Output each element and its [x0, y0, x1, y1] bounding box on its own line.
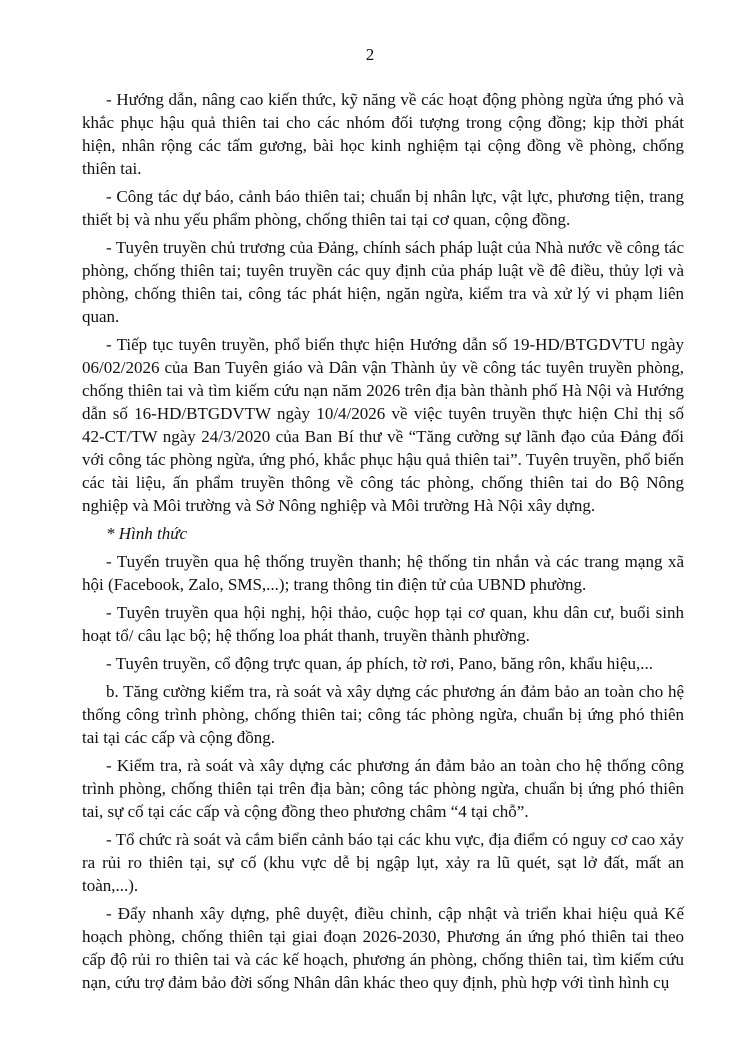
- paragraph-conferences: - Tuyên truyền qua hội nghị, hội thảo, cuộc họp tại cơ quan, khu dân cư, buổi sinh hoạt tổ/ câu lạc bộ; hệ thống loa phát thanh, truyền thành phường.: [82, 603, 684, 645]
- section-heading-format: * Hình thức: [106, 524, 188, 543]
- paragraph-guidance-knowledge: - Hướng dẫn, nâng cao kiến thức, kỹ năng về các hoạt động phòng ngừa ứng phó và khắc phục hậu quả thiên tai cho các nhóm đối tượng trong cộng đồng; kịp thời phát hiện, nhân rộng các tấm gương, bài học kinh nghiệm tại cộng đồng về phòng, chống thiên tai.: [82, 90, 684, 178]
- page-number: 2: [365, 45, 375, 64]
- paragraph-continue-propagation: - Tiếp tục tuyên truyền, phổ biến thực hiện Hướng dẫn số 19-HD/BTGDVTU ngày 06/02/2026 của Ban Tuyên giáo và Dân vận Thành ủy về công tác tuyên truyền phòng, chống thiên tai và tìm kiếm cứu nạn năm 2026 trên địa bàn thành phố Hà Nội và Hướng dẫn số 16-HD/BTGDVTW ngày 10/4/2026 về việc tuyên truyền thực hiện Chỉ thị số 42-CT/TW ngày 24/3/2020 của Ban Bí thư về “Tăng cường sự lãnh đạo của Đảng đối với công tác phòng ngừa, ứng phó, khắc phục hậu quả thiên tai”. Tuyên truyền, phổ biến các tài liệu, ấn phẩm truyền thông về công tác phòng, chống thiên tai do Bộ Nông nghiệp và Môi trường và Sở Nông nghiệp và Môi trường Hà Nội xây dựng.: [82, 335, 684, 515]
- paragraph-inspection: - Kiểm tra, rà soát và xây dựng các phương án đảm bảo an toàn cho hệ thống công trình phòng, chống thiên tại trên địa bàn; công tác phòng ngừa, chuẩn bị ứng phó thiên tai, sự cố tại các cấp và cộng đồng theo phương châm “4 tại chỗ”.: [82, 756, 684, 821]
- paragraph-warning-signs: - Tổ chức rà soát và cắm biển cảnh báo tại các khu vực, địa điểm có nguy cơ cao xảy ra rủi ro thiên tại, sự cố (khu vực dễ bị ngập lụt, xảy ra lũ quét, sạt lở đất, mất an toàn,...).: [82, 830, 684, 895]
- paragraph-visual-campaign: - Tuyên truyền, cổ động trực quan, áp phích, tờ rơi, Pano, băng rôn, khẩu hiệu,...: [106, 654, 654, 673]
- paragraph-section-b: b. Tăng cường kiểm tra, rà soát và xây dựng các phương án đảm bảo an toàn cho hệ thống công trình phòng, chống thiên tai; công tác phòng ngừa, chuẩn bị ứng phó thiên tai tại các cấp và cộng đồng.: [82, 682, 684, 747]
- paragraph-propagate-policy: - Tuyên truyền chủ trương của Đảng, chính sách pháp luật của Nhà nước về công tác phòng, chống thiên tai; tuyên truyền các quy định của pháp luật về đê điều, thủy lợi và phòng, chống thiên tai, công tác phát hiện, ngăn ngừa, kiểm tra và xử lý vi phạm liên quan.: [82, 238, 684, 326]
- paragraph-forecast-warning: - Công tác dự báo, cảnh báo thiên tai; chuẩn bị nhân lực, vật lực, phương tiện, trang thiết bị và nhu yếu phẩm phòng, chống thiên tai tại cơ quan, cộng đồng.: [82, 187, 684, 229]
- paragraph-broadcast-system: - Tuyển truyền qua hệ thống truyền thanh; hệ thống tin nhắn và các trang mạng xã hội (Facebook, Zalo, SMS,...); trang thông tin điện tử của UBND phường.: [82, 552, 684, 594]
- paragraph-planning: - Đẩy nhanh xây dựng, phê duyệt, điều chỉnh, cập nhật và triển khai hiệu quả Kế hoạch phòng, chống thiên tại giai đoạn 2026-2030, Phương án ứng phó thiên tai theo cấp độ rủi ro thiên tai và các kế hoạch, phương án phòng, chống thiên tai, tìm kiếm cứu nạn, cứu trợ đảm bảo đời sống Nhân dân khác theo quy định, phù hợp với tình hình cụ: [82, 904, 684, 992]
- document-body: [82, 88, 684, 999]
